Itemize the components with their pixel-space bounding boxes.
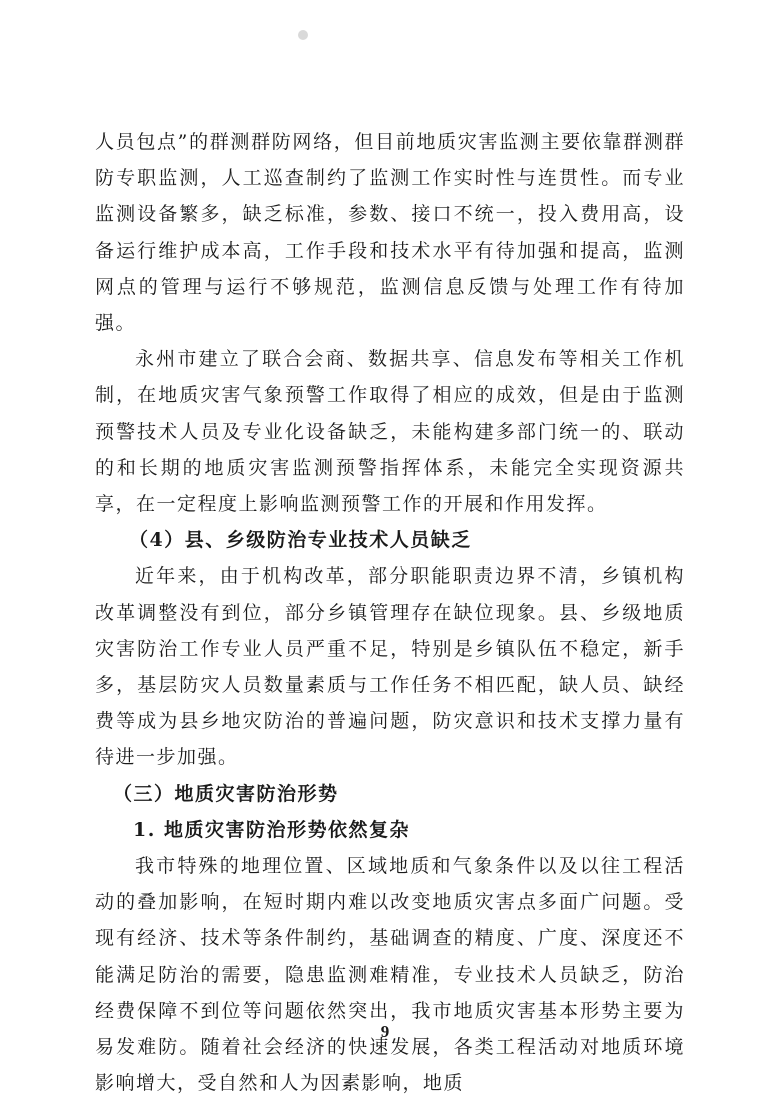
page-number: 9 xyxy=(380,1022,390,1041)
heading-prevention-situation: （三）地质灾害防治形势 xyxy=(113,782,339,805)
paragraph-staff-shortage: 近年来，由于机构改革，部分职能职责边界不清，乡镇机构改革调整没有到位，部分乡镇管理存在缺位现象。县、乡级地质灾害防治工作专业人员严重不足，特别是乡镇队伍不稳定，新手多，基层防灾人员数量素质与工作任务不相匹配，缺人员、缺经费等成为县乡地灾防治的普遍问题，防灾意识和技术支撑力量有待进一步加强。 xyxy=(95,565,685,769)
paragraph-situation-complex: 我市特殊的地理位置、区域地质和气象条件以及以往工程活动的叠加影响，在短时期内难以改变地质灾害点多面广问题。受现有经济、技术等条件制约，基础调查的精度、广度、深度还不能满足防治的需要，隐患监测难精准，专业技术人员缺乏，防治经费保障不到位等问题依然突出，我市地质灾害基本形势主要为易发难防。随着社会经济的快速发展，各类工程活动对地质环境影响增大，受自然和人为因素影响，地质 xyxy=(95,855,685,1095)
heading-staff-shortage: （4）县、乡级防治专业技术人员缺乏 xyxy=(129,529,472,552)
document-body xyxy=(95,124,685,1101)
heading-situation-complex: 1. 地质灾害防治形势依然复杂 xyxy=(133,818,410,841)
paragraph-warning-mechanism: 永州市建立了联合会商、数据共享、信息发布等相关工作机制，在地质灾害气象预警工作取得了相应的成效，但是由于监测预警技术人员及专业化设备缺乏，未能构建多部门统一的、联动的和长期的地质灾害监测预警指挥体系，未能完全实现资源共享，在一定程度上影响监测预警工作的开展和作用发挥。 xyxy=(95,348,685,516)
scan-speck xyxy=(298,30,308,40)
paragraph-monitoring-network: 人员包点”的群测群防网络，但目前地质灾害监测主要依靠群测群防专职监测，人工巡查制约了监测工作实时性与连贯性。而专业监测设备繁多，缺乏标准，参数、接口不统一，投入费用高，设备运行维护成本高，工作手段和技术水平有待加强和提高，监测网点的管理与运行不够规范，监测信息反馈与处理工作有待加强。 xyxy=(95,131,685,335)
